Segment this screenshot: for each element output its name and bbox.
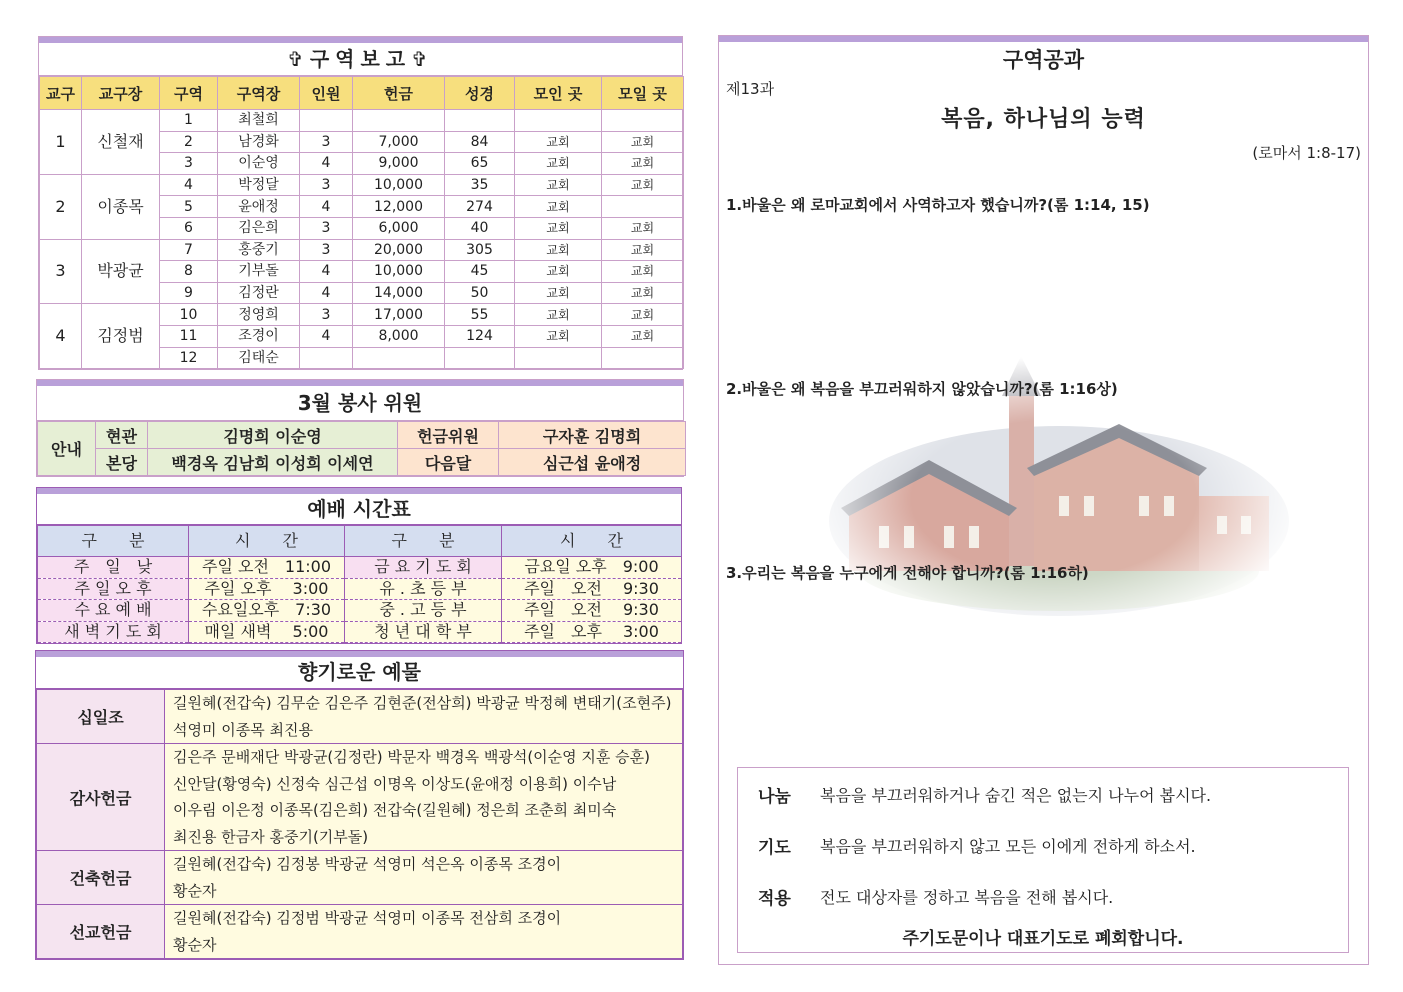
share-label: 나눔 bbox=[758, 787, 791, 807]
met-place bbox=[515, 110, 602, 132]
bible-count: 50 bbox=[445, 282, 515, 304]
role-label: 다음달 bbox=[398, 449, 499, 476]
district-leader: 조경이 bbox=[218, 325, 300, 347]
service-staff-table bbox=[37, 421, 686, 476]
service-time: 주일 오전 9:30 bbox=[502, 600, 682, 622]
district-number: 6 bbox=[160, 217, 218, 239]
question-2: 2.바울은 왜 복음을 부끄러워하지 않았습니까?(롬 1:16상) bbox=[726, 380, 1118, 398]
parish-leader: 이종목 bbox=[82, 174, 160, 239]
district-number: 8 bbox=[160, 261, 218, 283]
met-place: 교회 bbox=[515, 174, 602, 196]
meeting-place: 교회 bbox=[602, 174, 684, 196]
prayer-label: 기도 bbox=[758, 838, 791, 858]
service-staff-panel bbox=[36, 379, 684, 477]
meeting-place: 교회 bbox=[602, 217, 684, 239]
bible-count: 274 bbox=[445, 196, 515, 218]
panel-top-bar bbox=[719, 36, 1368, 42]
header-cell: 성경 bbox=[445, 77, 515, 110]
scripture-reference: (로마서 1:8-17) bbox=[1252, 144, 1361, 162]
role-label: 헌금위원 bbox=[398, 422, 499, 449]
district-report-row bbox=[40, 239, 684, 261]
member-count: 4 bbox=[300, 261, 353, 283]
service-name: 수 요 예 배 bbox=[38, 600, 189, 622]
district-leader: 김태순 bbox=[218, 347, 300, 369]
lesson-number: 제13과 bbox=[726, 80, 775, 98]
service-staff-row bbox=[38, 449, 686, 476]
parish-leader: 박광균 bbox=[82, 239, 160, 304]
question-1: 1.바울은 왜 로마교회에서 사역하고자 했습니까?(롬 1:14, 15) bbox=[726, 196, 1150, 214]
header-cell: 구역 bbox=[160, 77, 218, 110]
offering-amount bbox=[353, 347, 445, 369]
met-place: 교회 bbox=[515, 131, 602, 153]
service-staff-row bbox=[38, 422, 686, 449]
offering-names-line: 신안달(황영숙) 신정숙 심근섭 이명옥 이상도(윤애정 이용희) 이수남 bbox=[173, 774, 617, 793]
district-number: 10 bbox=[160, 304, 218, 326]
district-report-row bbox=[40, 174, 684, 196]
district-number: 2 bbox=[160, 131, 218, 153]
parish-number: 1 bbox=[40, 110, 82, 175]
staff-names: 김명희 이순영 bbox=[148, 422, 398, 449]
service-name: 주 일 오 후 bbox=[38, 578, 189, 600]
worship-row bbox=[38, 600, 682, 622]
offering-names-line: 이우림 이은정 이종목(김은희) 전갑숙(길원혜) 정은희 조춘희 최미숙 bbox=[173, 801, 617, 819]
service-time: 주일 오전 11:00 bbox=[189, 557, 345, 579]
parish-number: 4 bbox=[40, 304, 82, 369]
parish-leader: 김정범 bbox=[82, 304, 160, 369]
offering-names-line: 김은주 문배재단 박광균(김정란) 박문자 백경옥 백광석(이순영 지훈 승훈) bbox=[173, 748, 650, 766]
offering-row bbox=[37, 851, 683, 905]
offerings-title: 향기로운 예물 bbox=[36, 657, 683, 689]
closing-text: 주기도문이나 대표기도로 폐회합니다. bbox=[902, 929, 1184, 949]
district-leader: 김정란 bbox=[218, 282, 300, 304]
district-leader: 박정달 bbox=[218, 174, 300, 196]
parish-number: 3 bbox=[40, 239, 82, 304]
district-number: 1 bbox=[160, 110, 218, 132]
meeting-place: 교회 bbox=[602, 325, 684, 347]
district-number: 12 bbox=[160, 347, 218, 369]
member-count: 3 bbox=[300, 239, 353, 261]
member-count: 3 bbox=[300, 217, 353, 239]
header-cell: 시 간 bbox=[502, 526, 682, 557]
offering-names-line: 석영미 이종목 최진용 bbox=[173, 720, 313, 739]
district-leader: 홍중기 bbox=[218, 239, 300, 261]
member-count bbox=[300, 347, 353, 369]
offerings-body bbox=[37, 690, 683, 959]
share-text: 복음을 부끄러워하거나 숨긴 적은 없는지 나누어 봅시다. bbox=[820, 786, 1212, 805]
reflection-box bbox=[737, 767, 1349, 953]
worship-header-row bbox=[38, 526, 682, 557]
question-3: 3.우리는 복음을 누구에게 전해야 합니까?(롬 1:16하) bbox=[726, 564, 1089, 582]
header-cell: 헌금 bbox=[353, 77, 445, 110]
district-report-header-row bbox=[40, 77, 684, 110]
service-time: 주일 오후 3:00 bbox=[189, 578, 345, 600]
district-report-table bbox=[39, 76, 684, 369]
place-label: 현관 bbox=[96, 422, 148, 449]
meeting-place bbox=[602, 196, 684, 218]
service-time: 금요일 오후 9:00 bbox=[502, 557, 682, 579]
offering-names-line: 길원혜(전갑숙) 김정범 박광균 석영미 이종목 전삼희 조경이 bbox=[173, 909, 562, 927]
meeting-place bbox=[602, 347, 684, 369]
role-names: 심근섭 윤애정 bbox=[499, 449, 686, 476]
place-label: 본당 bbox=[96, 449, 148, 476]
worship-row bbox=[38, 621, 682, 643]
service-name: 유 . 초 등 부 bbox=[345, 578, 502, 600]
offering-names-line: 황순자 bbox=[173, 881, 217, 900]
service-time: 주일 오후 3:00 bbox=[502, 621, 682, 643]
staff-names: 백경옥 김남희 이성희 이세연 bbox=[148, 449, 398, 476]
met-place: 교회 bbox=[515, 239, 602, 261]
offering-type: 선교헌금 bbox=[37, 905, 165, 959]
offering-names-line: 최진용 한금자 홍중기(기부돌) bbox=[173, 827, 369, 846]
met-place bbox=[515, 347, 602, 369]
offering-names-line: 황순자 bbox=[173, 935, 217, 954]
bible-count: 65 bbox=[445, 153, 515, 175]
lesson-header: 구역공과 bbox=[1002, 48, 1085, 72]
offering-amount: 20,000 bbox=[353, 239, 445, 261]
bible-count bbox=[445, 347, 515, 369]
offering-names bbox=[165, 905, 683, 959]
member-count: 4 bbox=[300, 196, 353, 218]
district-report-panel bbox=[38, 36, 683, 370]
member-count: 4 bbox=[300, 282, 353, 304]
offering-amount bbox=[353, 110, 445, 132]
worship-row bbox=[38, 578, 682, 600]
header-cell: 구 분 bbox=[345, 526, 502, 557]
worship-row bbox=[38, 557, 682, 579]
district-report-row bbox=[40, 110, 684, 132]
meeting-place: 교회 bbox=[602, 261, 684, 283]
meeting-place: 교회 bbox=[602, 282, 684, 304]
offering-amount: 10,000 bbox=[353, 261, 445, 283]
district-report-body bbox=[40, 110, 684, 369]
bible-count: 40 bbox=[445, 217, 515, 239]
apply-label: 적용 bbox=[758, 889, 791, 909]
worship-schedule-title: 예배 시간표 bbox=[37, 494, 681, 525]
district-number: 3 bbox=[160, 153, 218, 175]
header-cell: 구역장 bbox=[218, 77, 300, 110]
district-leader: 이순영 bbox=[218, 153, 300, 175]
service-name: 주 일 낮 bbox=[38, 557, 189, 579]
offerings-table bbox=[36, 689, 683, 959]
service-name: 청 년 대 학 부 bbox=[345, 621, 502, 643]
offering-names-line: 길원혜(전갑숙) 김무순 김은주 김현준(전삼희) 박광균 박정혜 변태기(조현주) bbox=[173, 694, 672, 712]
offering-amount: 10,000 bbox=[353, 174, 445, 196]
member-count: 3 bbox=[300, 174, 353, 196]
bible-count: 35 bbox=[445, 174, 515, 196]
district-number: 7 bbox=[160, 239, 218, 261]
offering-amount: 6,000 bbox=[353, 217, 445, 239]
offering-row bbox=[37, 690, 683, 744]
prayer-text: 복음을 부끄러워하지 않고 모든 이에게 전하게 하소서. bbox=[820, 837, 1196, 856]
bible-count bbox=[445, 110, 515, 132]
member-count: 4 bbox=[300, 153, 353, 175]
service-time: 매일 새벽 5:00 bbox=[189, 621, 345, 643]
district-number: 9 bbox=[160, 282, 218, 304]
district-leader: 정영희 bbox=[218, 304, 300, 326]
offering-amount: 14,000 bbox=[353, 282, 445, 304]
met-place: 교회 bbox=[515, 261, 602, 283]
district-number: 5 bbox=[160, 196, 218, 218]
met-place: 교회 bbox=[515, 153, 602, 175]
met-place: 교회 bbox=[515, 325, 602, 347]
member-count: 3 bbox=[300, 304, 353, 326]
bible-count: 84 bbox=[445, 131, 515, 153]
district-number: 11 bbox=[160, 325, 218, 347]
header-cell: 교구 bbox=[40, 77, 82, 110]
offering-names bbox=[165, 690, 683, 744]
meeting-place: 교회 bbox=[602, 131, 684, 153]
offering-names bbox=[165, 744, 683, 851]
offering-type: 십일조 bbox=[37, 690, 165, 744]
worship-schedule-panel bbox=[36, 487, 682, 644]
apply-text: 전도 대상자를 정하고 복음을 전해 봅시다. bbox=[820, 888, 1114, 907]
district-leader: 기부돌 bbox=[218, 261, 300, 283]
bible-count: 305 bbox=[445, 239, 515, 261]
offering-amount: 7,000 bbox=[353, 131, 445, 153]
offering-amount: 9,000 bbox=[353, 153, 445, 175]
district-number: 4 bbox=[160, 174, 218, 196]
district-report-row bbox=[40, 304, 684, 326]
meeting-place: 교회 bbox=[602, 153, 684, 175]
offerings-panel bbox=[35, 650, 684, 960]
met-place: 교회 bbox=[515, 196, 602, 218]
header-cell: 인원 bbox=[300, 77, 353, 110]
parish-leader: 신철재 bbox=[82, 110, 160, 175]
role-names: 구자훈 김명희 bbox=[499, 422, 686, 449]
header-cell: 교구장 bbox=[82, 77, 160, 110]
bible-count: 124 bbox=[445, 325, 515, 347]
met-place: 교회 bbox=[515, 217, 602, 239]
meeting-place: 교회 bbox=[602, 239, 684, 261]
offering-amount: 17,000 bbox=[353, 304, 445, 326]
district-leader: 김은희 bbox=[218, 217, 300, 239]
offering-type: 건축헌금 bbox=[37, 851, 165, 905]
lesson-title: 복음, 하나님의 능력 bbox=[941, 107, 1146, 132]
offering-amount: 12,000 bbox=[353, 196, 445, 218]
header-cell: 모일 곳 bbox=[602, 77, 684, 110]
bible-count: 45 bbox=[445, 261, 515, 283]
met-place: 교회 bbox=[515, 304, 602, 326]
offering-amount: 8,000 bbox=[353, 325, 445, 347]
service-name: 금 요 기 도 회 bbox=[345, 557, 502, 579]
service-time: 수요일오후 7:30 bbox=[189, 600, 345, 622]
district-leader: 남경화 bbox=[218, 131, 300, 153]
meeting-place bbox=[602, 110, 684, 132]
member-count: 3 bbox=[300, 131, 353, 153]
header-cell: 구 분 bbox=[38, 526, 189, 557]
worship-schedule-table bbox=[37, 525, 682, 643]
lesson-panel bbox=[718, 35, 1369, 965]
offering-type: 감사헌금 bbox=[37, 744, 165, 851]
header-cell: 모인 곳 bbox=[515, 77, 602, 110]
district-leader: 윤애정 bbox=[218, 196, 300, 218]
meeting-place: 교회 bbox=[602, 304, 684, 326]
guide-label: 안내 bbox=[38, 422, 96, 476]
service-name: 중 . 고 등 부 bbox=[345, 600, 502, 622]
service-time: 주일 오전 9:30 bbox=[502, 578, 682, 600]
offering-names bbox=[165, 851, 683, 905]
member-count bbox=[300, 110, 353, 132]
district-report-title: ✞구역보고✞ bbox=[39, 43, 682, 76]
offering-names-line: 길원혜(전갑숙) 김정봉 박광균 석영미 석은옥 이종목 조경이 bbox=[173, 855, 562, 873]
service-staff-title: 3월 봉사 위원 bbox=[37, 386, 683, 421]
offering-row bbox=[37, 744, 683, 851]
member-count: 4 bbox=[300, 325, 353, 347]
header-cell: 시 간 bbox=[189, 526, 345, 557]
service-name: 새 벽 기 도 회 bbox=[38, 621, 189, 643]
district-leader: 최철희 bbox=[218, 110, 300, 132]
offering-row bbox=[37, 905, 683, 959]
parish-number: 2 bbox=[40, 174, 82, 239]
met-place: 교회 bbox=[515, 282, 602, 304]
bible-count: 55 bbox=[445, 304, 515, 326]
